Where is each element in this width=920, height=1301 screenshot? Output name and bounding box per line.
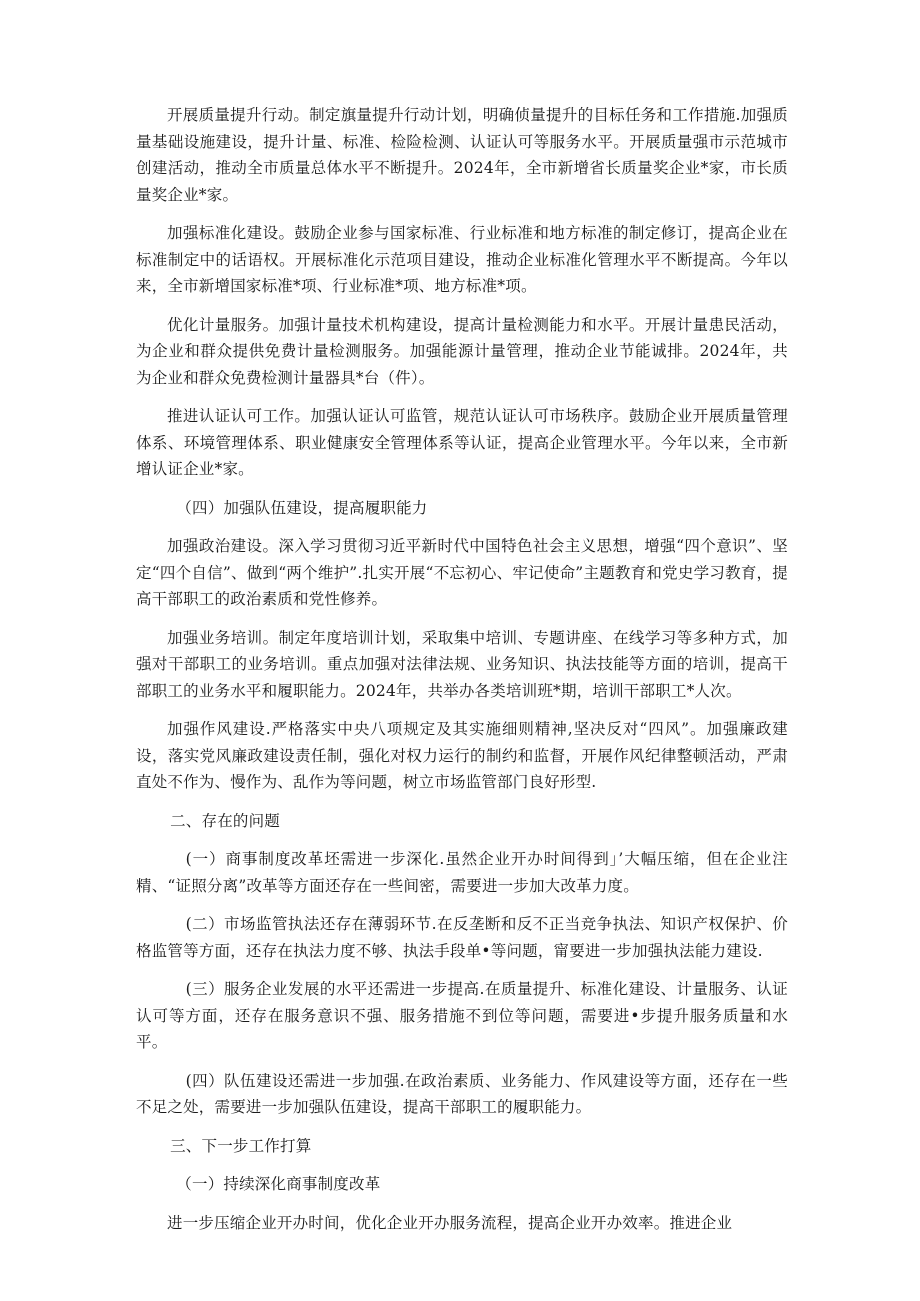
paragraph-business-training: 加强业务培训。制定年度培训计划，采取集中培训、专题讲座、在线学习等多种方式，加强对干部职工的业务培训。重点加强对法律法规、业务知识、执法技能等方面的培训，提高干部职工的业务水平和履职能力。2024年，共举办各类培训班*期，培训干部职工*人次。 — [136, 628, 788, 700]
issue-item-3: (三）服务企业发展的水平还需进一步提高.在质量提升、标准化建设、计量服务、认证认可等方面，还存在服务意识不强、服务措施不到位等问题，需要进•步提升服务质量和水平。 — [136, 980, 788, 1051]
paragraph-metrology: 优化计量服务。加强计量技术机构建设，提高计量检测能力和水平。开展计量患民活动，为企业和群众提供免费计量检测服务。加强能源计量管理，推动企业节能诚排。2024年，共为企业和群众免费检测计量器具*台（件）。 — [136, 315, 788, 387]
paragraph-certification: 推进认证认可工作。加强认证认可监管，规范认证认可市场秩序。鼓励企业开展质量管理体系、环境管理体系、职业健康安全管理体系等认证，提高企业管理水平。今年以来，全市新增认证企业*家。 — [136, 407, 788, 478]
paragraph-work-style: 加强作风建设.严格落实中央八项规定及其实施细则精神,坚决反对“四风”。加强廉政建设，落实党风廉政建设责任制，强化对权力运行的制约和监督，开展作风纪律整顿活动，严肃直处不作为、慢作为、乱作为等问题，树立市场监管部门良好形型. — [136, 720, 788, 791]
issue-item-2: (二）市场监管执法还存在薄弱环节.在反垄断和反不正当竞争执法、知识产权保护、价格监管等方面，还存在执法力度不够、执法手段单•等问题，甯要进一步加强执法能力建设. — [136, 915, 788, 960]
document-page — [136, 102, 788, 1248]
paragraph-political-building: 加强政治建设。深入学习贯彻习近平新时代中国特色社会主义思想，增强“四个意识”、坚定“四个自信”、做到“两个维护”.扎实开展“不忘初心、牢记使命”主题教育和党史学习教育，提高干部职工的政治素质和党性修养。 — [136, 537, 788, 608]
issue-item-1: (一）商事制度改革坯需进一步深化.虽然企业开办时间得到」’大幅压缩，但在企业注精、“证照分离”改革等方面还存在一些间密，需要进一步加大改革力度。 — [136, 850, 788, 895]
paragraph-standardization: 加强标准化建设。鼓励企业参与国家标准、行业标准和地方标准的制定修订，提高企业在标准制定中的话语权。开展标准化示范项目建设，推动企业标准化管理水平不断提高。今年以来，全市新增国家标准*项、行业标准*项、地方标准*项。 — [136, 224, 788, 295]
paragraph-quality-improvement: 开展质量提升行动。制定旗量提升行动计划，明确侦量提升的目标任务和工作措施.加强质量基础设施建设，提升计量、标准、检险检测、认证认可等服务水平。开展质量强市示范城市创建活动，推动全市质量总体水平不断提升。2024年，全市新增省长质量奖企业*家，市长质量奖企业*家。 — [136, 106, 788, 204]
section-heading-next-steps: 三、下一步工作打算 — [170, 1136, 312, 1155]
section-heading-problems: 二、存在的问题 — [170, 811, 280, 830]
subheading-team-building: （四）加强队伍建设，提高履职能力 — [176, 498, 428, 517]
issue-item-4: (四）队伍建设还需进一步加强.在政治素质、业务能力、作风建设等方面，还存在一些不足之处，需要进一步加强队伍建设，提高干部职工的履职能力。 — [136, 1071, 788, 1116]
paragraph-last: 进一步压缩企业开办时间，优化企业开办服务流程，提高企业开办效率。推进企业 — [167, 1213, 733, 1232]
subheading-commercial-reform: （一）持续深化商事制度改革 — [176, 1175, 381, 1193]
